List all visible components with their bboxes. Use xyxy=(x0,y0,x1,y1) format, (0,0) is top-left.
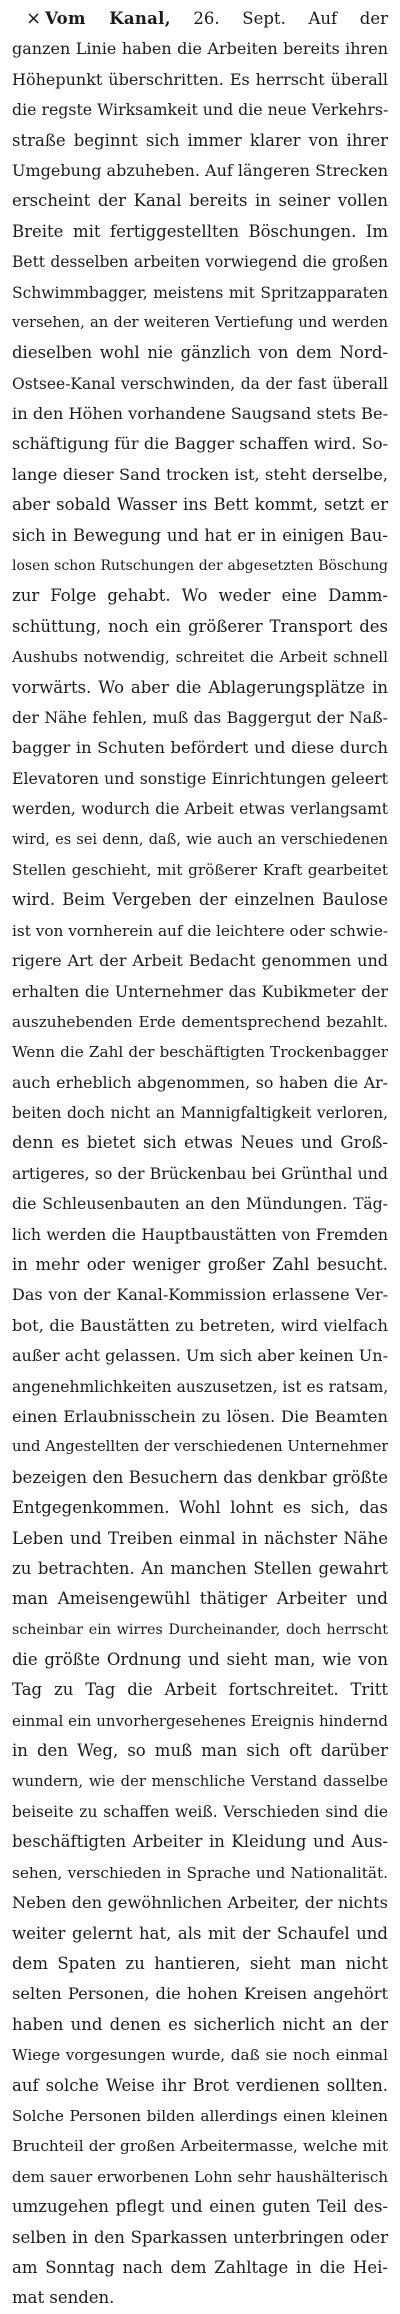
article-line: rigere Art der Arbeit Bedacht genommen und xyxy=(12,951,388,971)
article-line: weiter gelernt hat, als mit der Schaufel und xyxy=(12,1923,388,1943)
article-line: vorwärts. Wo aber die Ablagerungsplätze in xyxy=(12,677,388,697)
article-line: die regste Wirksamkeit und die neue Verkehrs- xyxy=(12,100,388,120)
article-line: am Sonntag nach dem Zahltage in die Hei- xyxy=(12,2257,388,2277)
article-line: mat senden. xyxy=(12,2288,115,2308)
article-line: die Schleusenbauten an den Mündungen. Täg- xyxy=(12,1194,388,1214)
article-line: beschäftigten Arbeiter in Kleidung und Aus- xyxy=(12,1832,388,1852)
article-line: einen Erlaubnisschein zu lösen. Die Beamten xyxy=(12,1406,388,1426)
article-line: zu betrachten. An manchen Stellen gewahrt xyxy=(12,1558,388,1578)
article-line: Aushubs notwendig, schreitet die Arbeit schnell xyxy=(12,648,388,667)
article-date: 26. Sept. xyxy=(193,9,286,28)
cross-mark-icon: × xyxy=(26,8,42,29)
article-line: Höhepunkt überschritten. Es herrscht überall xyxy=(12,69,388,89)
article-line: in den Höhen vorhandene Saugsand stets Be- xyxy=(12,404,388,424)
article-line: sehen, verschieden in Sprache und Nationalität. xyxy=(12,1863,388,1882)
article-text-lines xyxy=(12,34,388,2313)
article-line: schäftigung für die Bagger schaffen wird. So- xyxy=(12,434,388,454)
article-line: bezeigen den Besuchern das denkbar größte xyxy=(12,1467,388,1487)
article-line: angenehmlichkeiten auszusetzen, ist es ratsam, xyxy=(12,1377,388,1396)
article-line: beiten doch nicht an Mannigfaltigkeit verloren, xyxy=(12,1104,388,1123)
article-line: selben in den Sparkassen unterbringen oder xyxy=(12,2227,388,2247)
article-line: der Nähe fehlen, muß das Baggergut der Naß- xyxy=(12,707,388,727)
article-line: Elevatoren und sonstige Einrichtungen geleert xyxy=(12,768,388,788)
article-line: lich werden die Hauptbaustätten von Fremden xyxy=(12,1224,388,1244)
article-line: in mehr oder weniger großer Zahl besucht. xyxy=(12,1255,388,1275)
article-line: die größte Ordnung und sieht man, wie von xyxy=(12,1650,388,1670)
article-line: losen schon Rutschungen der abgesetzten Böschung xyxy=(12,558,388,575)
article-first-line-text: Auf der xyxy=(308,9,388,28)
article-line: Wenn die Zahl der beschäftigten Trockenbagger xyxy=(12,1043,388,1062)
article-line: aber sobald Wasser ins Bett kommt, setzt er xyxy=(12,495,388,515)
article-line: Wiege vorgesungen wurde, daß sie noch einmal xyxy=(12,2046,388,2065)
article-line: haben und denen es sicherlich nicht an der xyxy=(12,2014,388,2034)
article-line: umzugehen pflegt und einen guten Teil des- xyxy=(12,2197,388,2217)
article-line: erhalten die Unternehmer das Kubikmeter der xyxy=(12,981,388,1001)
article-line: wird. Beim Vergeben der einzelnen Baulose xyxy=(12,890,388,910)
article-line: Leben und Treiben einmal in nächster Nähe xyxy=(12,1528,388,1548)
article-line: Bruchteil der großen Arbeitermasse, welche mit xyxy=(12,2137,388,2156)
article-line: dem Spaten zu hantieren, sieht man nicht xyxy=(12,1954,388,1973)
article-line: einmal ein unvorhergesehenes Ereignis hindernd xyxy=(12,1711,388,1730)
article-line: sich in Bewegung und hat er in einigen Bau- xyxy=(12,525,388,545)
article-line: beiseite zu schaffen weiß. Verschieden sind die xyxy=(12,1803,388,1822)
article-line: und Angestellten der verschiedenen Unternehmer xyxy=(12,1438,388,1456)
article-line: bot, die Baustätten zu betreten, wird vielfach xyxy=(12,1315,388,1335)
article-line: ist von vornherein auf die leichtere oder schwie- xyxy=(12,921,388,940)
article-line: auszuhebenden Erde dementsprechend bezahlt. xyxy=(12,1012,388,1031)
article-line: artigeres, so der Brückenbau bei Grünthal und xyxy=(12,1163,388,1183)
article-line: in den Weg, so muß man sich oft darüber xyxy=(12,1741,388,1761)
article-line: wundern, wie der menschliche Verstand dasselbe xyxy=(12,1772,388,1790)
article-line: man Ameisengewühl thätiger Arbeiter und xyxy=(12,1589,388,1609)
article-line: Bett desselben arbeiten vorwiegend die großen xyxy=(12,253,388,272)
article-line: Schwimmbagger, meistens mit Spritzapparaten xyxy=(12,283,388,302)
article-line: dem sauer erworbenen Lohn sehr haushälterisch xyxy=(12,2167,388,2186)
article-heading: Vom Kanal, xyxy=(45,9,171,28)
article-line: erscheint der Kanal bereits in seiner vollen xyxy=(12,191,388,211)
article-line: dieselben wohl nie gänzlich von dem Nord- xyxy=(12,343,388,363)
article-line: Solche Personen bilden allerdings einen kleinen xyxy=(12,2106,388,2125)
article-line: Breite mit fertiggestellten Böschungen. Im xyxy=(12,221,388,241)
article-line: denn es bietet sich etwas Neues und Groß- xyxy=(12,1133,388,1153)
article-line: lange dieser Sand trocken ist, steht derselbe, xyxy=(12,464,388,484)
article-line: Entgegenkommen. Wohl lohnt es sich, das xyxy=(12,1498,388,1518)
article-line: Das von der Kanal-Kommission erlassene Ver- xyxy=(12,1285,388,1305)
article-line: versehen, an der weiteren Vertiefung und werden xyxy=(12,313,388,331)
article-line: Umgebung abzuheben. Auf längeren Strecken xyxy=(12,160,388,180)
article-body xyxy=(12,4,388,2314)
article-line: schüttung, noch ein größerer Transport des xyxy=(12,616,388,636)
article-line: Stellen geschieht, mit größerer Kraft gearbeitet xyxy=(12,860,388,879)
article-line: wird, es sei denn, daß, wie auch an verschiedenen xyxy=(12,831,388,848)
article-line: Tag zu Tag die Arbeit fortschreitet. Tritt xyxy=(12,1680,388,1700)
article-line: werden, wodurch die Arbeit etwas verlangsamt xyxy=(12,800,388,819)
article-line: zur Folge gehabt. Wo weder eine Damm- xyxy=(12,586,388,606)
article-line: ganzen Linie haben die Arbeiten bereits ihren xyxy=(12,39,388,59)
article-line: auf solche Weise ihr Brot verdienen sollten. xyxy=(12,2075,388,2095)
article-line: straße beginnt sich immer klarer von ihrer xyxy=(12,130,388,150)
article-line: auch erheblich abgenommen, so haben die Ar- xyxy=(12,1072,388,1092)
article-line: Neben den gewöhnlichen Arbeiter, der nichts xyxy=(12,1893,388,1913)
article-line: selten Personen, die hohen Kreisen angehört xyxy=(12,1984,388,2004)
article-line: Ostsee-Kanal verschwinden, da der fast überall xyxy=(12,374,388,393)
article-first-line xyxy=(12,4,388,34)
article-line: bagger in Schuten befördert und diese durch xyxy=(12,738,388,758)
article-line: scheinbar ein wirres Durcheinander, doch herrscht xyxy=(12,1621,388,1638)
article-line: außer acht gelassen. Um sich aber keinen Un- xyxy=(12,1346,388,1366)
